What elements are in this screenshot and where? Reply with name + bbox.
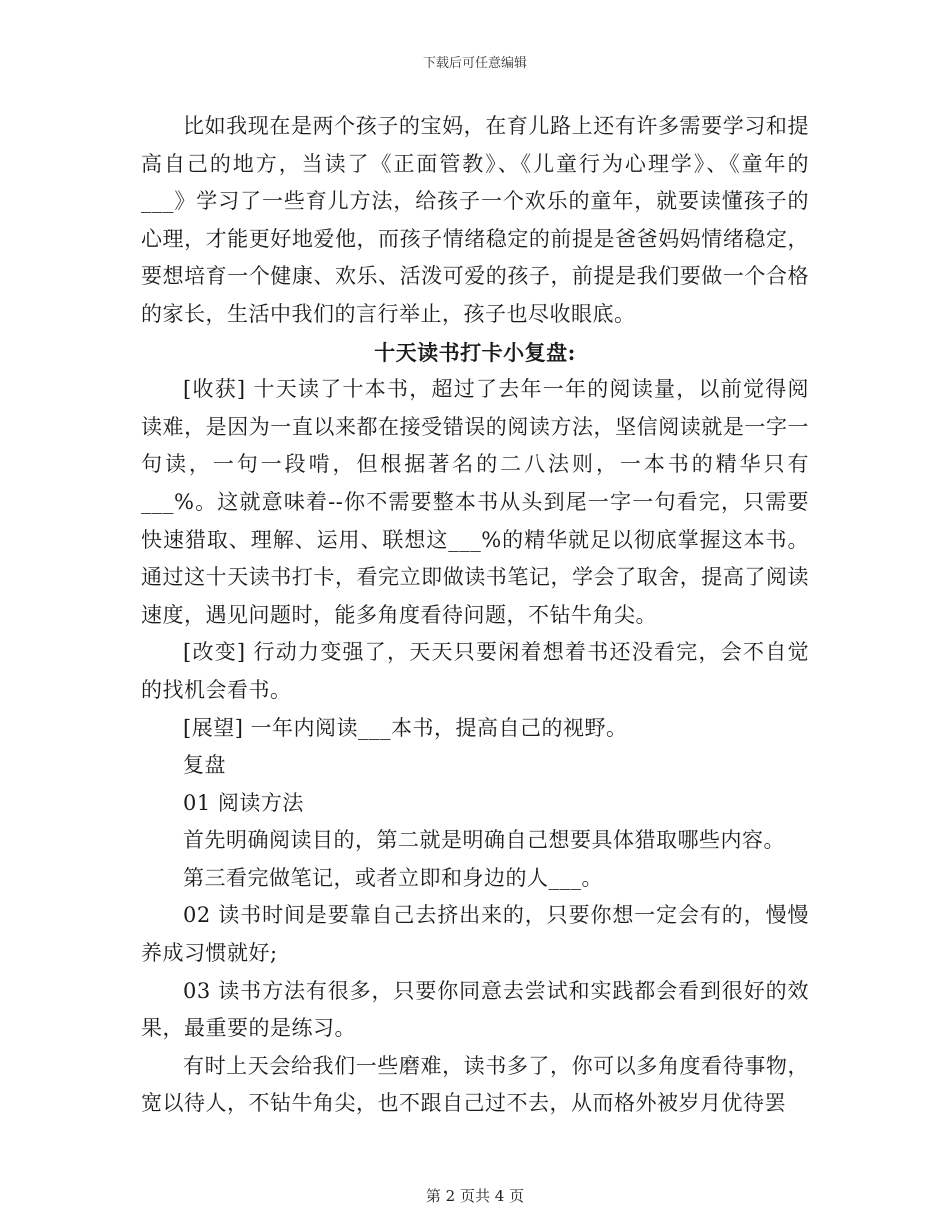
- paragraph-item-02: 02 读书时间是要靠自己去挤出来的，只要你想一定会有的，慢慢养成习惯就好;: [141, 903, 809, 966]
- paragraph-step-third: 第三看完做笔记，或者立即和身边的人___。: [183, 865, 603, 890]
- document-body: [141, 108, 809, 1123]
- paragraph-item-01: 01 阅读方法: [183, 790, 304, 815]
- page-footer: 第 2 页共 4 页: [425, 1187, 525, 1205]
- page-header: 下载后可任意编辑: [422, 56, 527, 71]
- paragraph-harvest: [收获] 十天读了十本书，超过了去年一年的阅读量，以前觉得阅读难，是因为一直以来都在接受错误的阅读方法，坚信阅读就是一字一句读，一句一段啃，但根据著名的二八法则，一本书的精华只有___%。这就意味着--你不需要整本书从头到尾一字一句看完，只需要快速猎取、理解、运用、联想这___%的精华就足以彻底掌握这本书。通过这十天读书打卡，看完立即做读书笔记，学会了取舍，提高了阅读速度，遇见问题时，能多角度看待问题，不钻牛角尖。: [141, 377, 809, 627]
- paragraph-parenting: 比如我现在是两个孩子的宝妈，在育儿路上还有许多需要学习和提高自己的地方，当读了《正面管教》、《儿童行为心理学》、《童年的___》学习了一些育儿方法，给孩子一个欢乐的童年，就要读懂孩子的心理，才能更好地爱他，而孩子情绪稳定的前提是爸爸妈妈情绪稳定，要想培育一个健康、欢乐、活泼可爱的孩子，前提是我们要做一个合格的家长，生活中我们的言行举止，孩子也尽收眼底。: [141, 114, 809, 326]
- section-heading-review: 十天读书打卡小复盘:: [374, 339, 576, 365]
- paragraph-step-first: 首先明确阅读目的，第二就是明确自己想要具体猎取哪些内容。: [183, 828, 785, 853]
- paragraph-outlook: [展望] 一年内阅读___本书，提高自己的视野。: [183, 715, 628, 740]
- paragraph-item-03: 03 读书方法有很多，只要你同意去尝试和实践都会看到很好的效果，最重要的是练习。: [141, 978, 809, 1041]
- paragraph-review-label: 复盘: [183, 753, 226, 778]
- paragraph-closing: 有时上天会给我们一些磨难，读书多了，你可以多角度看待事物，宽以待人，不钻牛角尖，也不跟自己过不去，从而格外被岁月优待罢: [141, 1053, 809, 1116]
- paragraph-change: [改变] 行动力变强了，天天只要闲着想着书还没看完，会不自觉的找机会看书。: [141, 640, 809, 702]
